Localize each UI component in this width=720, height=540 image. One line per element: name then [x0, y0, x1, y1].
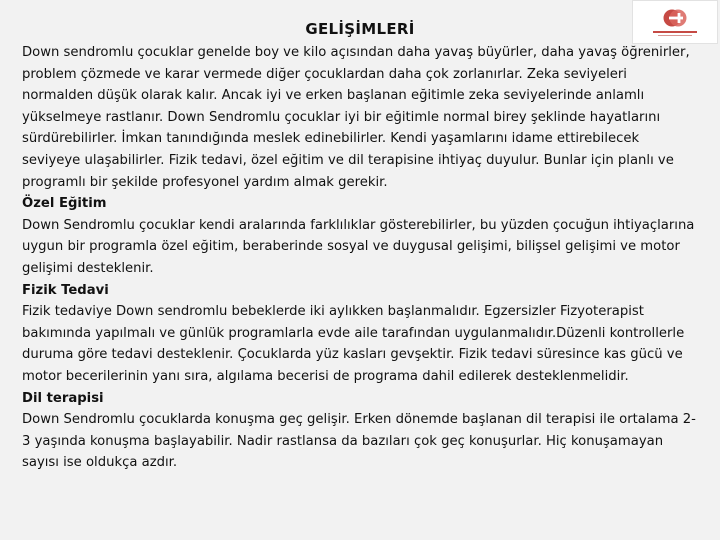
fizik-tedavi-paragraph: Fizik tedaviye Down sendromlu bebeklerde iki aylıkken başlanmalıdır. Egzersizler Fizyoterapist bakımında yapılmalı ve günlük programlarla evde aile tarafından uygulanmalıdır.Düzenli kontrollerle duruma göre tedavi desteklenir. Çocuklarda yüz kasları gevşektir. Fizik tedavi süresince kas gücü ve motor becerilerinin yanı sıra, algılama becerisi de programa dahil edilerek desteklenmelidir.: [22, 304, 685, 384]
slide-title: GELİŞİMLERİ: [305, 20, 415, 38]
section-heading-dil-terapisi: Dil terapisi: [22, 390, 104, 406]
section-heading-ozel-egitim: Özel Eğitim: [22, 196, 107, 212]
down-syndrome-logo-icon: [662, 8, 688, 28]
dil-terapisi-paragraph: Down Sendromlu çocuklarda konuşma geç gelişir. Erken dönemde başlanan dil terapisi ile ortalama 2-3 yaşında konuşma başlayabilir. Nadir rastlansa da bazıları çok geç konuşurlar. Hiç konuşamayan sayısı ise oldukça azdır.: [22, 412, 696, 471]
logo-subtext-line: [658, 35, 692, 36]
ozel-egitim-paragraph: Down Sendromlu çocuklar kendi aralarında farklılıklar gösterebilirler, bu yüzden çocuğun ihtiyaçlarına uygun bir programla özel eğitim, beraberinde sosyal ve duygusal gelişimi, bilişsel gelişimi ve motor gelişimi desteklenir.: [22, 217, 695, 276]
section-heading-fizik-tedavi: Fizik Tedavi: [22, 282, 109, 298]
logo-text-line: [653, 31, 697, 33]
slide-content: [22, 42, 700, 474]
logo: [632, 0, 718, 44]
intro-paragraph: Down sendromlu çocuklar genelde boy ve kilo açısından daha yavaş büyürler, daha yavaş öğrenirler, problem çözmede ve karar vermede diğer çocuklardan daha çok zorlanırlar. Zeka seviyeleri normalden düşük olarak kalır. Ancak iyi ve erken başlanan eğitimle zeka seviyelerinde anlamlı yükselmeye rastlanır. Down Sendromlu çocuklar iyi bir eğitimle normal birey şeklinde hayatlarını sürdürebilirler. İmkan tanındığında meslek edinebilirler. Kendi yaşamlarını idame ettirebilecek seviyeye ulaşabilirler. Fizik tedavi, özel eğitim ve dil terapisine ihtiyaç duyulur. Bunlar için planlı ve programlı bir şekilde profesyonel yardım almak gerekir.: [22, 45, 690, 190]
